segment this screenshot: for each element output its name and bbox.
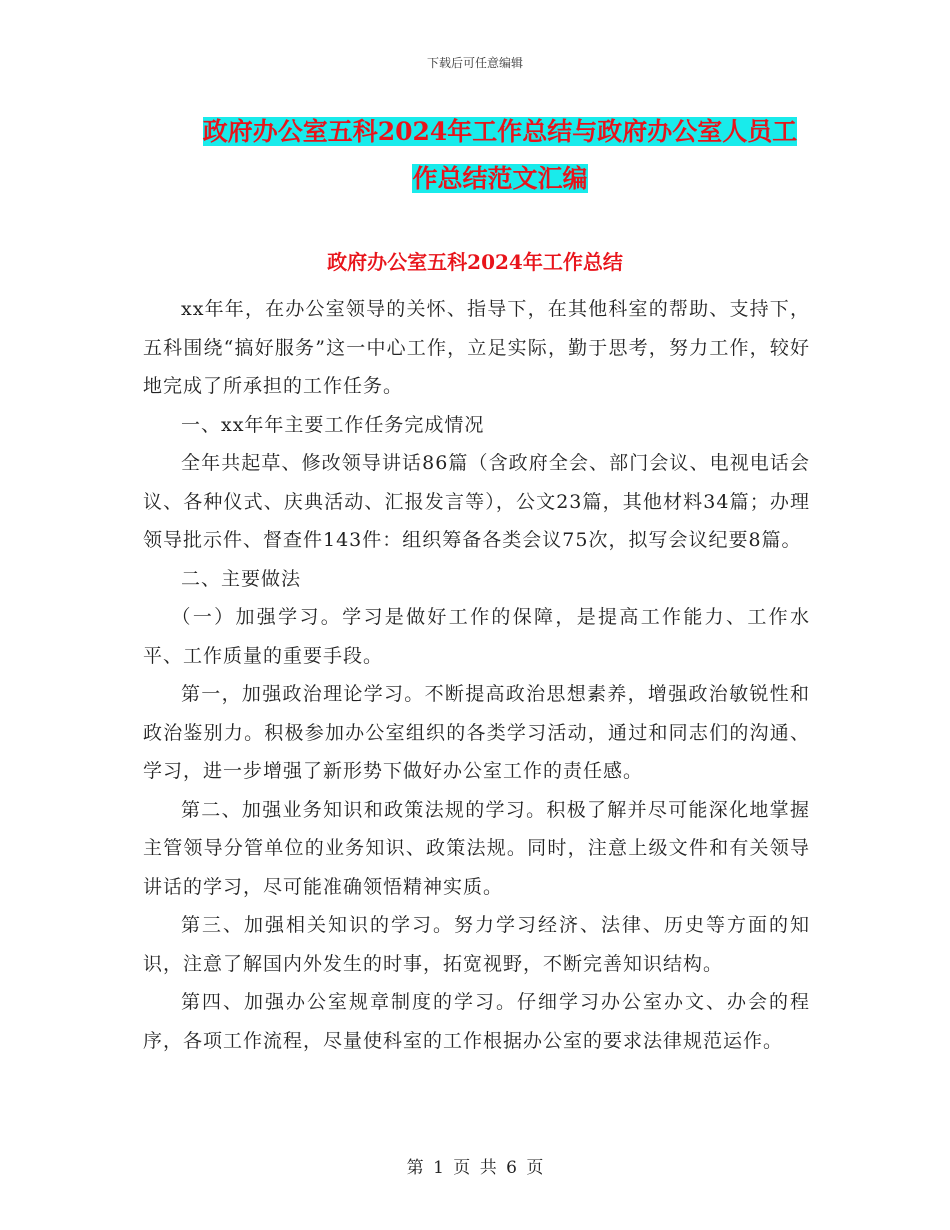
paragraph-strengthen-study: （一）加强学习。学习是做好工作的保障，是提高工作能力、工作水平、工作质量的重要手段。: [143, 606, 810, 667]
paragraph-first-point: 第一，加强政治理论学习。不断提高政治思想素养，增强政治敏锐性和政治鉴别力。积极参加办公室组织的各类学习活动，通过和同志们的沟通、学习，进一步增强了新形势下做好办公室工作的责任感。: [143, 683, 810, 782]
heading-main-methods: 二、主要做法: [181, 567, 302, 590]
document-body: [143, 290, 810, 1060]
document-title-line-1: 政府办公室五科2024年工作总结与政府办公室人员工: [202, 117, 798, 146]
page-footer-number: 第 1 页 共 6 页: [406, 1158, 544, 1178]
section-title: 政府办公室五科2024年工作总结: [327, 250, 623, 274]
paragraph-second-point: 第二、加强业务知识和政策法规的学习。积极了解并尽可能深化地掌握主管领导分管单位的业务知识、政策法规。同时，注意上级文件和有关领导讲话的学习，尽可能准确领悟精神实质。: [143, 798, 810, 898]
document-title-line-2: 作总结范文汇编: [412, 164, 588, 193]
heading-task-completion: 一、xx年年主要工作任务完成情况: [181, 413, 485, 436]
document-title: [140, 108, 860, 202]
paragraph-third-point: 第三、加强相关知识的学习。努力学习经济、法律、历史等方面的知识，注意了解国内外发生的时事，拓宽视野，不断完善知识结构。: [143, 914, 810, 975]
paragraph-fourth-point: 第四、加强办公室规章制度的学习。仔细学习办公室办文、办会的程序，各项工作流程，尽量使科室的工作根据办公室的要求法律规范运作。: [143, 991, 810, 1052]
paragraph-task-stats: 全年共起草、修改领导讲话86篇（含政府全会、部门会议、电视电话会议、各种仪式、庆典活动、汇报发言等），公文23篇，其他材料34篇；办理领导批示件、督查件143件：组织筹备各类会议75次，拟写会议纪要8篇。: [143, 452, 810, 551]
page-header-note: 下载后可任意编辑: [426, 56, 523, 70]
paragraph-intro: xx年年，在办公室领导的关怀、指导下，在其他科室的帮助、支持下，五科围绕“搞好服务”这一中心工作，立足实际，勤于思考，努力工作，较好地完成了所承担的工作任务。: [143, 298, 810, 397]
